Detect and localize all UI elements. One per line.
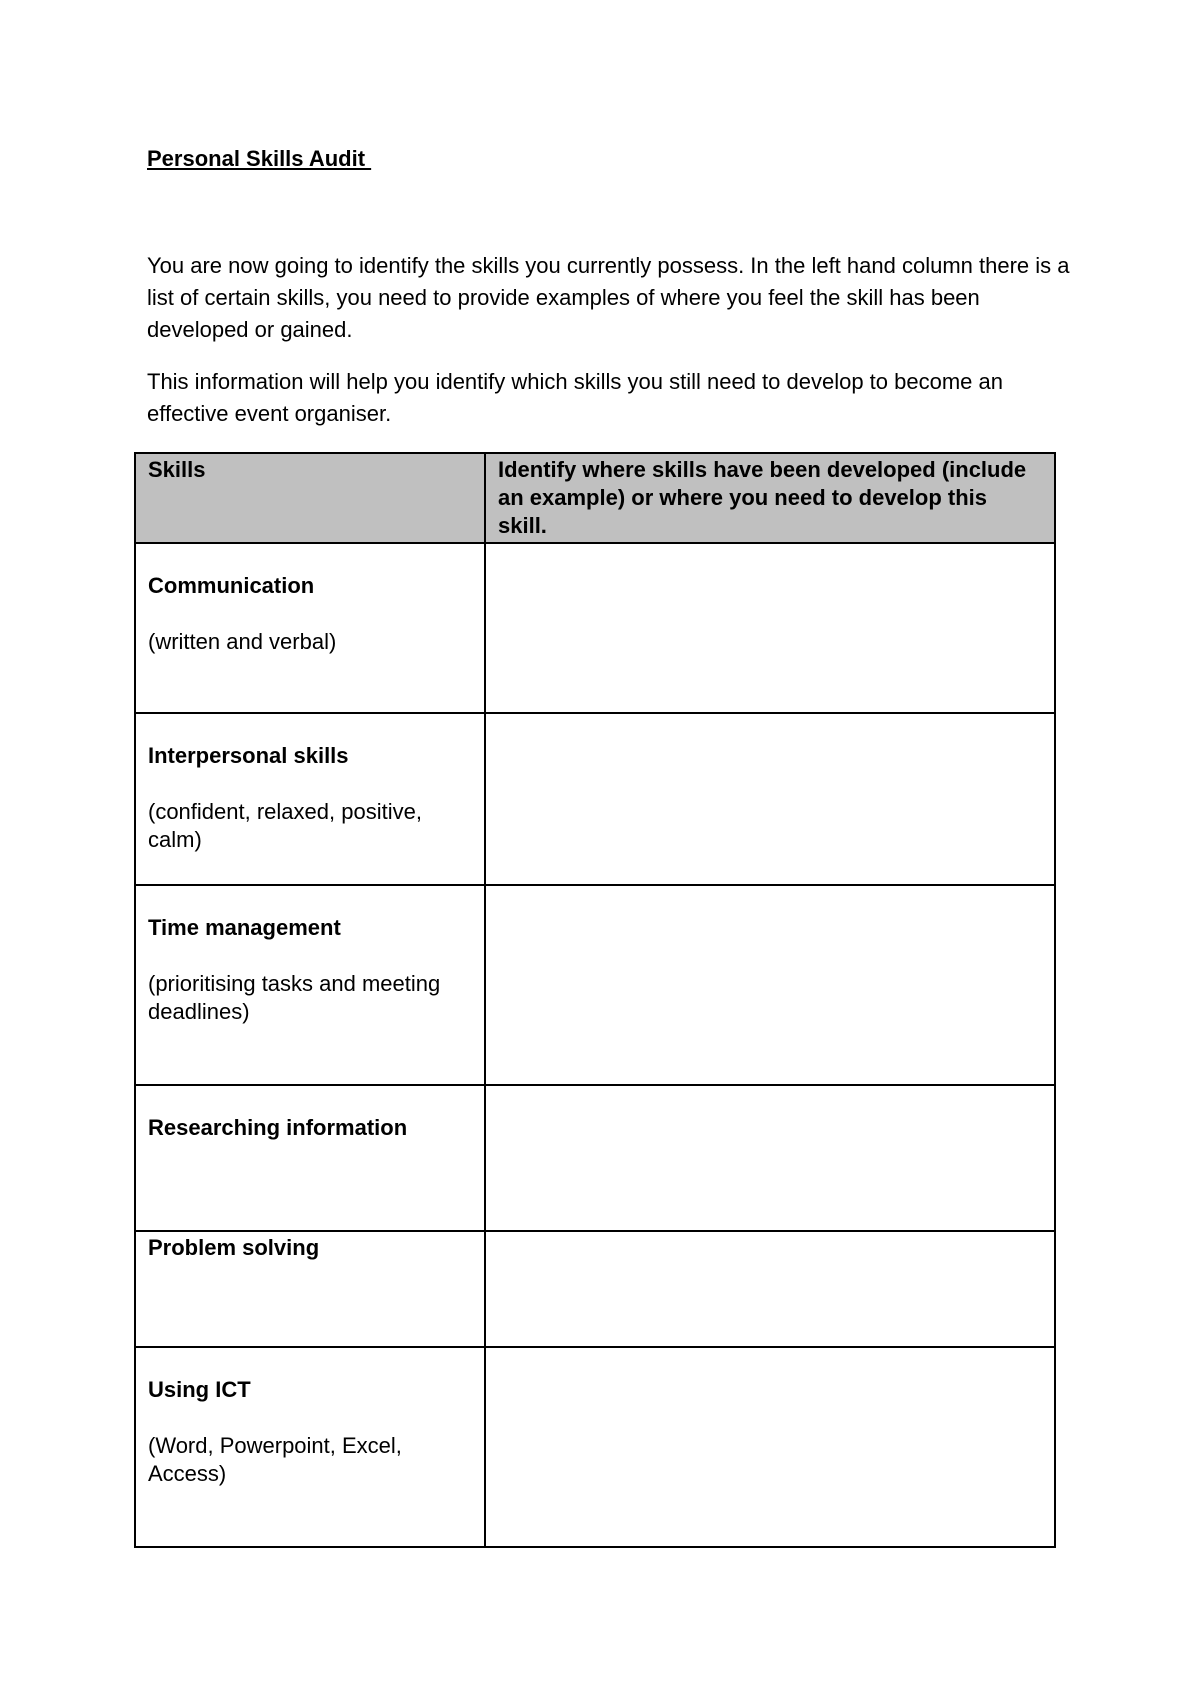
table-row: [135, 543, 1055, 713]
intro-paragraph-1: You are now going to identify the skills you currently possess. In the left hand column there is a list of certain skills, you need to provide examples of where you feel the skill has been developed or gained.: [147, 253, 1070, 342]
response-cell[interactable]: [485, 543, 1055, 713]
table-row: [135, 1085, 1055, 1231]
intro-paragraph-2: This information will help you identify which skills you still need to develop to become an effective event organiser.: [147, 369, 1003, 426]
table-row: [135, 1231, 1055, 1347]
skill-name: Using ICT: [148, 1377, 251, 1402]
table-header-row: [135, 453, 1055, 543]
skill-name: Time management: [148, 915, 341, 940]
skill-description: (prioritising tasks and meeting deadlines): [148, 971, 441, 1024]
skill-cell: [135, 713, 485, 885]
response-cell[interactable]: [485, 713, 1055, 885]
response-cell[interactable]: [485, 885, 1055, 1085]
header-skills: Skills: [135, 453, 485, 543]
skill-cell: [135, 1347, 485, 1547]
skill-name: Researching information: [148, 1115, 408, 1140]
response-cell[interactable]: [485, 1085, 1055, 1231]
header-identify-development: Identify where skills have been developed (include an example) or where you need to develop this skill.: [485, 453, 1055, 543]
skill-name: Problem solving: [148, 1235, 320, 1260]
skill-description: (Word, Powerpoint, Excel, Access): [148, 1433, 402, 1486]
skill-description: (confident, relaxed, positive, calm): [148, 799, 422, 852]
page-title: Personal Skills Audit: [147, 146, 372, 171]
skill-description: (written and verbal): [148, 629, 337, 654]
skill-cell: [135, 1085, 485, 1231]
skills-audit-table: [134, 452, 1056, 1548]
skill-cell: [135, 885, 485, 1085]
table-row: [135, 1347, 1055, 1547]
skill-name: Interpersonal skills: [148, 743, 349, 768]
skill-cell: [135, 543, 485, 713]
skill-name: Communication: [148, 573, 315, 598]
table-row: [135, 713, 1055, 885]
skill-cell: [135, 1231, 485, 1347]
table-row: [135, 885, 1055, 1085]
response-cell[interactable]: [485, 1347, 1055, 1547]
response-cell[interactable]: [485, 1231, 1055, 1347]
